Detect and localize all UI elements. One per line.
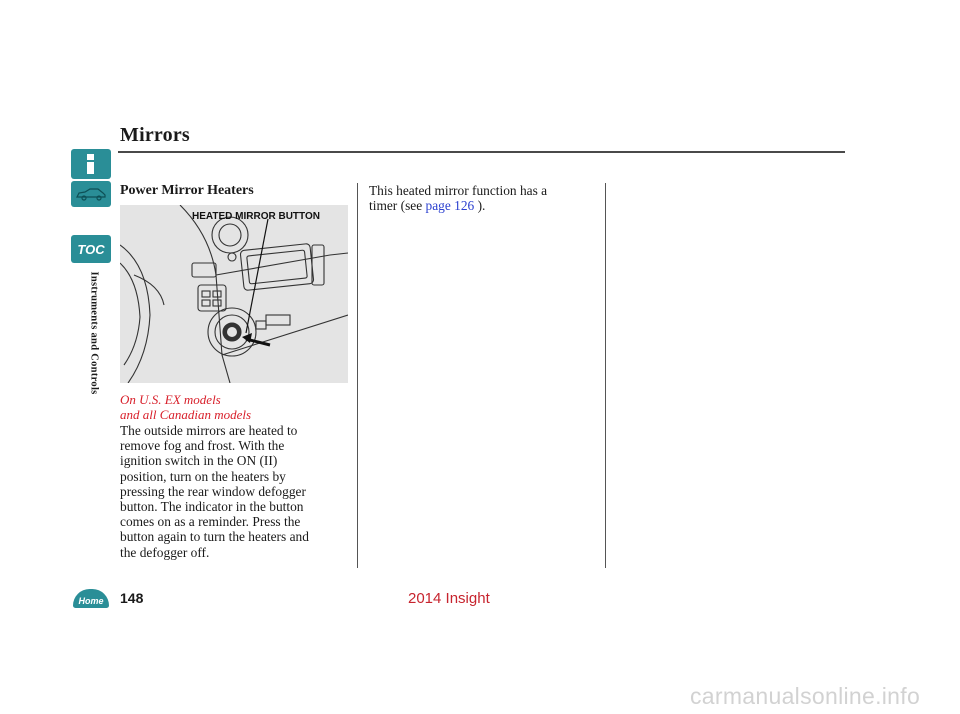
car-icon bbox=[75, 187, 107, 201]
body-paragraph: The outside mirrors are heated to remove fog and frost. With the ignition switch in the ON (II) position, turn on the heaters by pressing the rear window defogger button. The indicator in the button comes on as a reminder. Press the button again to turn the heaters and the defogger off. bbox=[120, 423, 309, 560]
timer-note: This heated mirror function has a timer (see page 126 ). bbox=[369, 183, 548, 214]
section-label: Instruments and Controls bbox=[88, 271, 100, 395]
column-divider bbox=[357, 183, 358, 568]
page-title: Mirrors bbox=[120, 124, 190, 146]
site-watermark: carmanualsonline.info bbox=[690, 683, 921, 709]
toc-tab[interactable]: TOC bbox=[71, 235, 111, 263]
column-divider bbox=[605, 183, 606, 568]
title-rule bbox=[118, 151, 845, 153]
model-note: On U.S. EX models and all Canadian models bbox=[120, 392, 252, 422]
info-tab[interactable] bbox=[71, 149, 111, 179]
home-label: Home bbox=[78, 596, 104, 606]
info-icon bbox=[84, 153, 98, 175]
section-heading: Power Mirror Heaters bbox=[120, 183, 254, 198]
document-title: 2014 Insight bbox=[408, 590, 490, 607]
home-icon[interactable] bbox=[73, 589, 109, 608]
figure-callout: HEATED MIRROR BUTTON bbox=[192, 211, 320, 222]
page-link[interactable]: page 126 bbox=[425, 198, 475, 214]
vehicle-tab[interactable] bbox=[71, 181, 111, 207]
page-number: 148 bbox=[120, 590, 144, 606]
dashboard-illustration bbox=[120, 205, 348, 383]
